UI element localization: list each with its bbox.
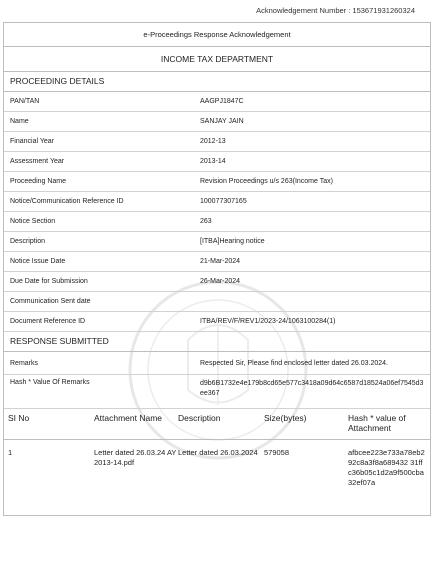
attachment-description: Letter dated 26.03.2024 [178, 448, 258, 457]
detail-value: 2013-14 [200, 158, 226, 165]
detail-label: PAN/TAN [10, 98, 40, 105]
detail-value: Revision Proceedings u/s 263(Income Tax) [200, 178, 333, 185]
header-description: Description [178, 413, 221, 423]
header-size: Size(bytes) [264, 413, 307, 423]
remarks-hash-value: d9b6B1732e4e179b8cd65e577c3418a09d64c6587d18524a06ef7545d3ee367 [200, 380, 424, 397]
detail-label: Description [10, 238, 46, 245]
detail-row-description [4, 232, 430, 252]
detail-row-assessment-year [4, 152, 430, 172]
detail-value: SANJAY JAIN [200, 118, 244, 125]
acknowledgement-number [256, 6, 415, 15]
detail-label: Notice Section [10, 218, 56, 225]
remarks-hash-label: Hash * Value Of Remarks [10, 379, 90, 386]
attachment-name[interactable]: Letter dated 26.03.24 AY 2013-14.pdf [94, 448, 177, 467]
detail-row-notice-section [4, 212, 430, 232]
header-hash: Hash * value of Attachment [348, 413, 406, 433]
detail-value: 21-Mar-2024 [200, 258, 241, 265]
detail-row-due-date [4, 272, 430, 292]
detail-row-notice-issue-date [4, 252, 430, 272]
remarks-hash-row [4, 375, 430, 409]
detail-label: Notice Issue Date [10, 258, 66, 265]
detail-label: Name [10, 118, 29, 125]
acknowledgement-sheet [3, 22, 431, 516]
detail-row-notice-reference [4, 192, 430, 212]
header-attachment-name: Attachment Name [94, 413, 163, 423]
detail-row-name [4, 112, 430, 132]
detail-row-financial-year [4, 132, 430, 152]
detail-value: 263 [200, 218, 212, 225]
acknowledgement-label: Acknowledgement Number : [256, 6, 351, 15]
detail-row-communication-sent-date [4, 292, 430, 312]
detail-value: 2012-13 [200, 138, 226, 145]
banner-title: e-Proceedings Response Acknowledgement [4, 22, 430, 47]
detail-label: Financial Year [10, 138, 54, 145]
attachment-si-no: 1 [8, 448, 13, 457]
detail-label: Communication Sent date [10, 298, 91, 305]
remarks-row [4, 352, 430, 375]
remarks-value: Respected Sir, Please find enclosed letter dated 26.03.2024. [200, 359, 388, 367]
detail-label: Document Reference ID [10, 318, 86, 325]
detail-value: ITBA/REV/F/REV1/2023-24/1063100284(1) [200, 318, 336, 325]
detail-label: Proceeding Name [10, 178, 67, 185]
detail-label: Assessment Year [10, 158, 65, 165]
attachments-header [4, 409, 430, 440]
detail-row-proceeding-name [4, 172, 430, 192]
detail-value: 100077307165 [200, 198, 247, 205]
attachment-hash: afbcee223e733a78eb292c8a3f8a689432 31ffc36b05c1d2a9f500cba32ef07a [348, 448, 425, 487]
detail-value: [ITBA]Hearing notice [200, 238, 265, 245]
response-submitted-heading: RESPONSE SUBMITTED [4, 332, 430, 352]
attachment-size: 579058 [264, 448, 290, 457]
detail-value: 26-Mar-2024 [200, 278, 241, 285]
detail-row-document-reference [4, 312, 430, 332]
detail-row-pan [4, 92, 430, 112]
detail-label: Notice/Communication Reference ID [10, 198, 124, 205]
attachment-row [4, 440, 430, 516]
detail-value: AAGPJ1847C [200, 98, 244, 105]
acknowledgement-value: 153671931260324 [352, 6, 415, 15]
remarks-label: Remarks [10, 359, 39, 367]
department-title: INCOME TAX DEPARTMENT [4, 47, 430, 72]
detail-label: Due Date for Submission [10, 278, 88, 285]
header-si-no: SI No [8, 413, 30, 423]
proceeding-details-heading: PROCEEDING DETAILS [4, 72, 430, 92]
